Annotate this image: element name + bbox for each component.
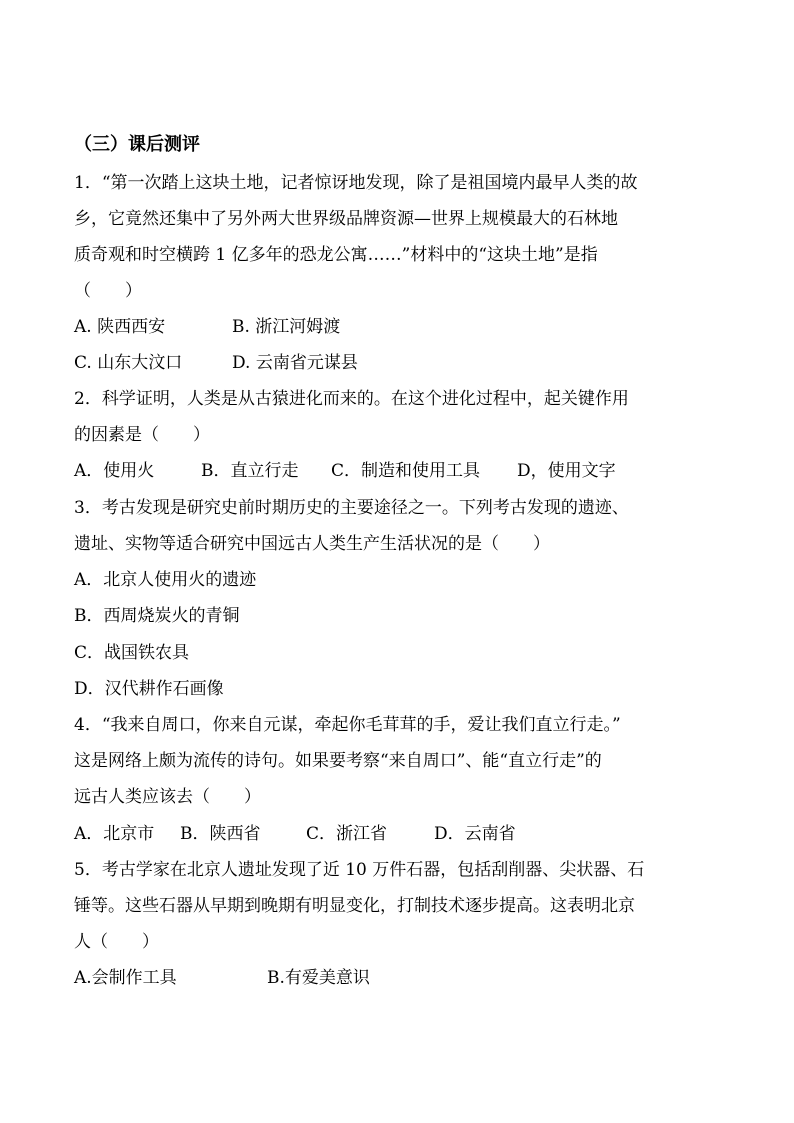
option-d: D，使用文字: [517, 461, 616, 481]
option-a: A．使用火: [74, 461, 155, 481]
option-c: C．浙江省: [306, 824, 388, 844]
question-3-option-b: B．西周烧炭火的青铜: [74, 606, 240, 626]
question-1-line-2: 乡，它竟然还集中了另外两大世界级品牌资源—世界上规模最大的石林地: [74, 209, 618, 229]
option-a: A. 陕西西安: [74, 317, 166, 337]
question-3-line-1: 3．考古发现是研究史前时期历史的主要途径之一。下列考古发现的遗迹、: [74, 498, 629, 518]
option-c: C．制造和使用工具: [331, 461, 481, 481]
option-a: A.会制作工具: [74, 968, 177, 988]
question-4-options: [74, 823, 734, 845]
option-b: B. 浙江河姆渡: [232, 317, 341, 337]
question-5-options: [74, 967, 734, 989]
question-4-line-2: 这是网络上颇为流传的诗句。如果要考察“来自周口”、能“直立行走”的: [74, 751, 602, 771]
question-1-line-3: 质奇观和时空横跨 1 亿多年的恐龙公寓……”材料中的“这块土地”是指: [74, 245, 598, 265]
option-b: B．直立行走: [201, 461, 299, 481]
option-b: B.有爱美意识: [267, 968, 370, 988]
question-4-line-1: 4．“我来自周口，你来自元谋，牵起你毛茸茸的手，爱让我们直立行走。”: [74, 715, 621, 735]
question-3-option-d: D．汉代耕作石画像: [74, 679, 224, 699]
question-3-line-2: 遗址、实物等适合研究中国远古人类生产生活状况的是（ ）: [74, 534, 550, 554]
option-b: B．陕西省: [180, 824, 261, 844]
question-1-line-1: 1．“第一次踏上这块土地，记者惊讶地发现，除了是祖国境内最早人类的故: [74, 173, 638, 193]
question-2-options: [74, 460, 734, 482]
question-1-options-row-1: [74, 316, 734, 338]
question-2-line-1: 2．科学证明，人类是从古猿进化而来的。在这个进化过程中，起关键作用: [74, 389, 629, 409]
question-3-option-a: A．北京人使用火的遗迹: [74, 570, 257, 590]
option-d: D．云南省: [434, 824, 516, 844]
question-4-line-3: 远古人类应该去（ ）: [74, 787, 261, 807]
question-5-line-2: 锤等。这些石器从早期到晚期有明显变化，打制技术逐步提高。这表明北京: [74, 896, 635, 916]
option-c: C. 山东大汶口: [74, 353, 183, 373]
option-a: A．北京市: [74, 824, 155, 844]
option-d: D. 云南省元谋县: [232, 353, 358, 373]
question-5-line-3: 人（ ）: [74, 932, 159, 952]
question-1-line-4: （ ）: [74, 281, 142, 301]
question-3-option-c: C．战国铁农具: [74, 643, 190, 663]
question-2-line-2: 的因素是（ ）: [74, 425, 210, 445]
question-1-options-row-2: [74, 352, 734, 374]
question-5-line-1: 5．考古学家在北京人遗址发现了近 10 万件石器，包括刮削器、尖状器、石: [74, 860, 645, 880]
section-title: （三）课后测评: [74, 134, 200, 155]
